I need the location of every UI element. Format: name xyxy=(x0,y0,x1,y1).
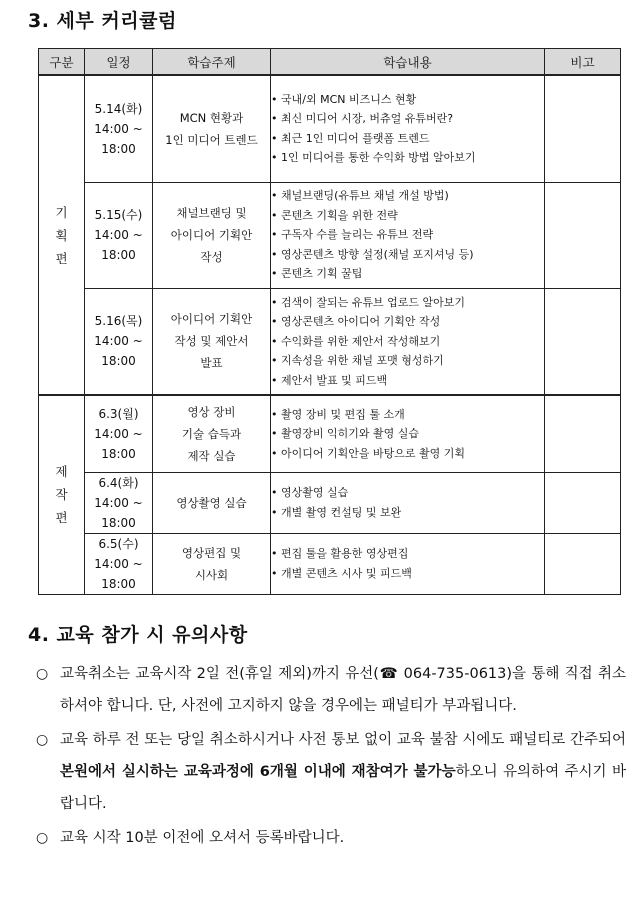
row-content xyxy=(271,182,545,288)
row-topic: 영상촬영 실습 xyxy=(153,472,271,533)
table-row xyxy=(39,395,621,472)
content-item: • 영상촬영 실습 xyxy=(271,483,544,503)
content-item: • 국내/외 MCN 비즈니스 현황 xyxy=(271,90,544,110)
content-item: • 구독자 수를 늘리는 유튜브 전략 xyxy=(271,225,544,245)
content-item: • 개별 콘텐츠 시사 및 피드백 xyxy=(271,564,544,584)
section-4-title: 4. 교육 참가 시 유의사항 xyxy=(28,624,248,646)
content-item: • 콘텐츠 기획 꿀팁 xyxy=(271,264,544,284)
table-row xyxy=(39,288,621,395)
note-text-part: 교육취소는 교육시작 2일 전(휴일 제외)까지 유선(☎ 064-735-0613)을 통해 직접 취소하셔야 합니다. 단, 사전에 고지하지 않을 경우에는 패널티가 부과됩니다. xyxy=(60,666,626,714)
content-item: • 촬영장비 익히기와 촬영 실습 xyxy=(271,424,544,444)
header-content: 학습내용 xyxy=(271,49,545,76)
header-note: 비고 xyxy=(545,49,621,76)
table-header-row xyxy=(39,49,621,76)
row-note xyxy=(545,288,621,395)
row-note xyxy=(545,182,621,288)
row-date: 6.3(월) 14:00 ~ 18:00 xyxy=(85,395,153,472)
note-text-part: 하오니 유의하여 주시기 바랍니다. xyxy=(60,764,626,812)
category-planning: 기 획 편 xyxy=(39,75,85,395)
content-item: • 편집 툴을 활용한 영상편집 xyxy=(271,544,544,564)
section-3-title: 3. 세부 커리큘럼 xyxy=(28,10,177,32)
row-content xyxy=(271,75,545,182)
table-row xyxy=(39,75,621,182)
content-item: • 아이디어 기획안을 바탕으로 촬영 기획 xyxy=(271,444,544,464)
circle-bullet-icon: ○ xyxy=(36,732,49,748)
row-date: 6.5(수) 14:00 ~ 18:00 xyxy=(85,533,153,594)
note-text xyxy=(60,724,626,820)
content-item: • 지속성을 위한 채널 포맷 형성하기 xyxy=(271,351,544,371)
header-schedule: 일정 xyxy=(85,49,153,76)
row-topic: 채널브랜딩 및 아이디어 기획안 작성 xyxy=(153,182,271,288)
note-text xyxy=(60,658,626,722)
content-item: • 검색이 잘되는 유튜브 업로드 알아보기 xyxy=(271,293,544,313)
content-item: • 개별 촬영 컨설팅 및 보완 xyxy=(271,503,544,523)
list-item xyxy=(36,724,626,820)
row-content xyxy=(271,288,545,395)
header-topic: 학습주제 xyxy=(153,49,271,76)
row-note xyxy=(545,533,621,594)
content-item: • 촬영 장비 및 편집 툴 소개 xyxy=(271,405,544,425)
table-row xyxy=(39,182,621,288)
row-date: 6.4(화) 14:00 ~ 18:00 xyxy=(85,472,153,533)
content-item: • 수익화를 위한 제안서 작성해보기 xyxy=(271,332,544,352)
header-category: 구분 xyxy=(39,49,85,76)
row-note xyxy=(545,395,621,472)
table-row xyxy=(39,472,621,533)
content-item: • 최신 미디어 시장, 버츄얼 유튜버란? xyxy=(271,109,544,129)
content-item: • 제안서 발표 및 피드백 xyxy=(271,371,544,391)
row-topic: 영상편집 및 시사회 xyxy=(153,533,271,594)
row-date: 5.14(화) 14:00 ~ 18:00 xyxy=(85,75,153,182)
note-text-emphasis: 본원에서 실시하는 교육과정에 6개월 이내에 재참여가 불가능 xyxy=(60,764,456,780)
list-item xyxy=(36,658,626,722)
circle-bullet-icon: ○ xyxy=(36,666,49,682)
row-content xyxy=(271,472,545,533)
row-content xyxy=(271,395,545,472)
category-production: 제 작 편 xyxy=(39,395,85,594)
list-item xyxy=(36,822,626,854)
content-item: • 영상콘텐츠 방향 설정(채널 포지셔닝 등) xyxy=(271,245,544,265)
content-item: • 최근 1인 미디어 플랫폼 트렌드 xyxy=(271,129,544,149)
note-text xyxy=(60,822,626,854)
row-date: 5.16(목) 14:00 ~ 18:00 xyxy=(85,288,153,395)
curriculum-table xyxy=(38,48,621,595)
content-item: • 1인 미디어를 통한 수익화 방법 알아보기 xyxy=(271,148,544,168)
content-item: • 영상콘텐츠 아이디어 기획안 작성 xyxy=(271,312,544,332)
content-item: • 콘텐츠 기획을 위한 전략 xyxy=(271,206,544,226)
note-text-part: 교육 시작 10분 이전에 오셔서 등록바랍니다. xyxy=(60,830,345,846)
notes-list xyxy=(36,658,626,856)
row-content xyxy=(271,533,545,594)
row-note xyxy=(545,472,621,533)
table-row xyxy=(39,533,621,594)
note-text-part: 교육 하루 전 또는 당일 취소하시거나 사전 통보 없이 교육 불참 시에도 패널티로 간주되어 xyxy=(60,732,626,748)
circle-bullet-icon: ○ xyxy=(36,830,49,846)
row-topic: 영상 장비 기술 습득과 제작 실습 xyxy=(153,395,271,472)
row-topic: MCN 현황과 1인 미디어 트렌드 xyxy=(153,75,271,182)
row-note xyxy=(545,75,621,182)
content-item: • 채널브랜딩(유튜브 채널 개설 방법) xyxy=(271,186,544,206)
row-topic: 아이디어 기획안 작성 및 제안서 발표 xyxy=(153,288,271,395)
row-date: 5.15(수) 14:00 ~ 18:00 xyxy=(85,182,153,288)
